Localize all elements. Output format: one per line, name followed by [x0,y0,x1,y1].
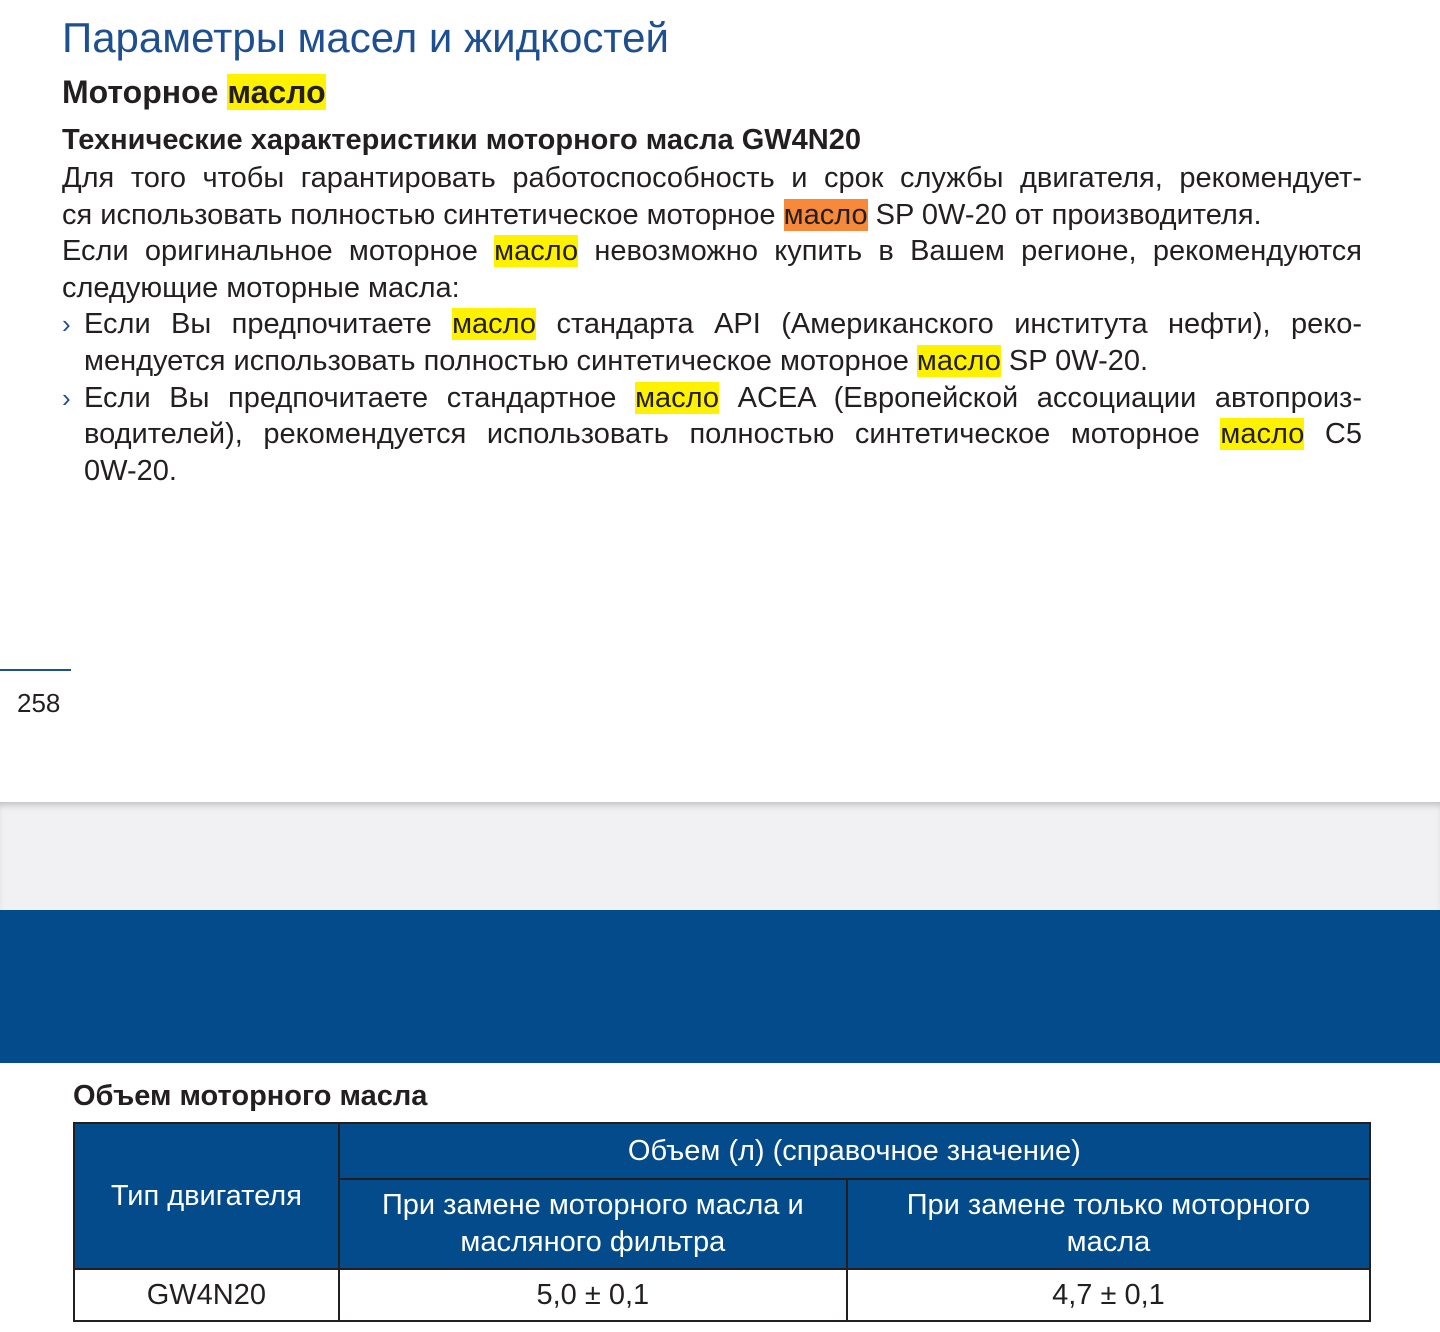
chevron-right-icon: › [62,309,71,340]
text-run: Если Вы предпочитаете стандартное [84,381,636,414]
header-line: При замене только моторного [906,1189,1311,1221]
text-run: Если оригинальное моторное [62,235,495,268]
text-run: водителей), рекомендуется использовать полностью синтетическое моторное [84,418,1221,451]
table-title: Объем моторного масла [73,1080,428,1112]
search-highlight: масло [227,74,326,110]
search-highlight: масло [635,381,720,414]
table-row [74,1269,1370,1321]
bullet-item-acea [62,380,1362,490]
column-header-with-filter [339,1179,847,1269]
column-header-volume: Объем (л) (справочное значение) [339,1123,1370,1179]
section-heading-text: Моторное [62,74,228,110]
column-header-oil-only [847,1179,1370,1269]
bullet-line [84,380,1362,417]
search-highlight: масло [916,344,1001,377]
search-highlight: масло [494,235,579,268]
header-line: масла [1066,1226,1151,1258]
text-run: невозможно купить в Вашем регионе, рекомендуются [578,235,1362,268]
cell-volume-with-filter: 5,0 ± 0,1 [339,1269,847,1321]
bullet-line [84,416,1362,453]
cell-engine: GW4N20 [74,1269,339,1321]
text-run: Если Вы предпочитаете [84,308,453,341]
column-header-engine-type: Тип двигателя [74,1123,339,1269]
page-number: 258 [17,688,61,718]
paragraph-line [62,197,1362,234]
text-run: ся использовать полностью синтетическое моторное [62,198,784,231]
bullet-line: 0W-20. [84,454,177,487]
oil-volume-table [73,1122,1371,1322]
text-run: мендуется использовать полностью синтетическое моторное [84,344,917,377]
paragraph-line: следующие моторные масла: [62,271,460,304]
bullet-item-api [62,306,1362,379]
chevron-right-icon: › [62,382,71,413]
page-separator [0,802,1440,910]
body-text [62,160,1362,489]
page-number-rule [0,669,71,671]
header-line: масляного фильтра [460,1226,726,1258]
cell-volume-oil-only: 4,7 ± 0,1 [847,1269,1370,1321]
paragraph-line [62,233,1362,270]
paragraph-line: Для того чтобы гарантировать работоспособность и срок службы двигателя, рекомендует- [62,162,1362,194]
text-run: стандарта API (Американского института нефти), реко- [536,308,1362,341]
search-highlight: масло [1220,418,1305,451]
text-run: SP 0W-20. [1000,344,1149,377]
text-run: C5 [1304,418,1362,451]
section-heading [62,74,326,111]
text-run: SP 0W-20 от производителя. [867,198,1262,231]
page-title: Параметры масел и жидкостей [62,14,669,61]
page-header-band [0,910,1440,1063]
search-highlight-current: масло [783,198,868,231]
bullet-line [84,306,1362,343]
subsection-heading: Технические характеристики моторного масла GW4N20 [62,124,861,156]
header-line: При замене моторного масла и [381,1189,804,1221]
text-run: ACEA (Европейской ассоциации автопроиз- [719,381,1362,414]
search-highlight: масло [452,308,537,341]
bullet-line [84,343,1362,380]
